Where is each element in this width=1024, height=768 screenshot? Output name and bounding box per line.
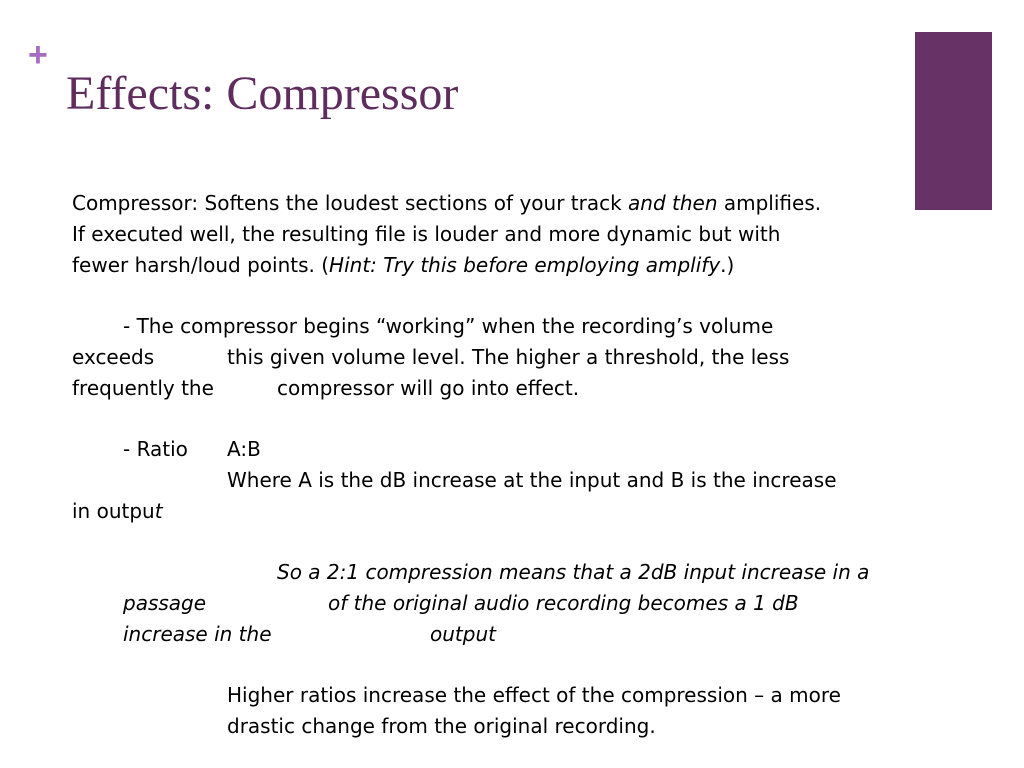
ratio-formula: A:B [227,437,261,461]
body-text: .) [720,253,735,277]
body-emphasis: t [154,499,163,523]
hint-text: Hint: Try this before employing amplify [329,253,721,277]
body-text: Compressor: Softens the loudest sections of your track [72,191,629,215]
body-line-2: If executed well, the resulting file is louder and more dynamic but with [72,222,781,246]
body-text: fewer harsh/loud points. ( [72,253,330,277]
body-line-9 [72,498,163,524]
example-line-3a: increase in the [123,622,272,646]
body-line-1 [72,190,821,216]
body-line-8: Where A is the dB increase at the input and B is the increase [227,468,837,492]
plus-icon: + [28,36,48,74]
example-line-2b: of the original audio recording becomes a 1 dB [328,591,799,615]
body-line-13: Higher ratios increase the effect of the compression – a more [227,683,841,707]
accent-bar [915,32,992,210]
body-line-5b: this given volume level. The higher a threshold, the less [227,345,790,369]
body-emphasis: and then [628,191,718,215]
ratio-label: - Ratio [123,437,188,461]
body-line-5a: exceeds [72,345,155,369]
body-text: amplifies. [717,191,822,215]
example-line-3b: output [430,622,496,646]
body-line-4: - The compressor begins “working” when the recording’s volume [123,314,774,338]
body-line-6a: frequently the [72,376,214,400]
example-line-2a: passage [123,591,207,615]
body-line-3 [72,252,734,278]
slide-title: Effects: Compressor [66,67,459,120]
body-text: in outpu [72,499,155,523]
body-line-6b: compressor will go into effect. [277,376,580,400]
body-line-14: drastic change from the original recording. [227,714,656,738]
example-line-1: So a 2:1 compression means that a 2dB input increase in a [277,560,870,584]
